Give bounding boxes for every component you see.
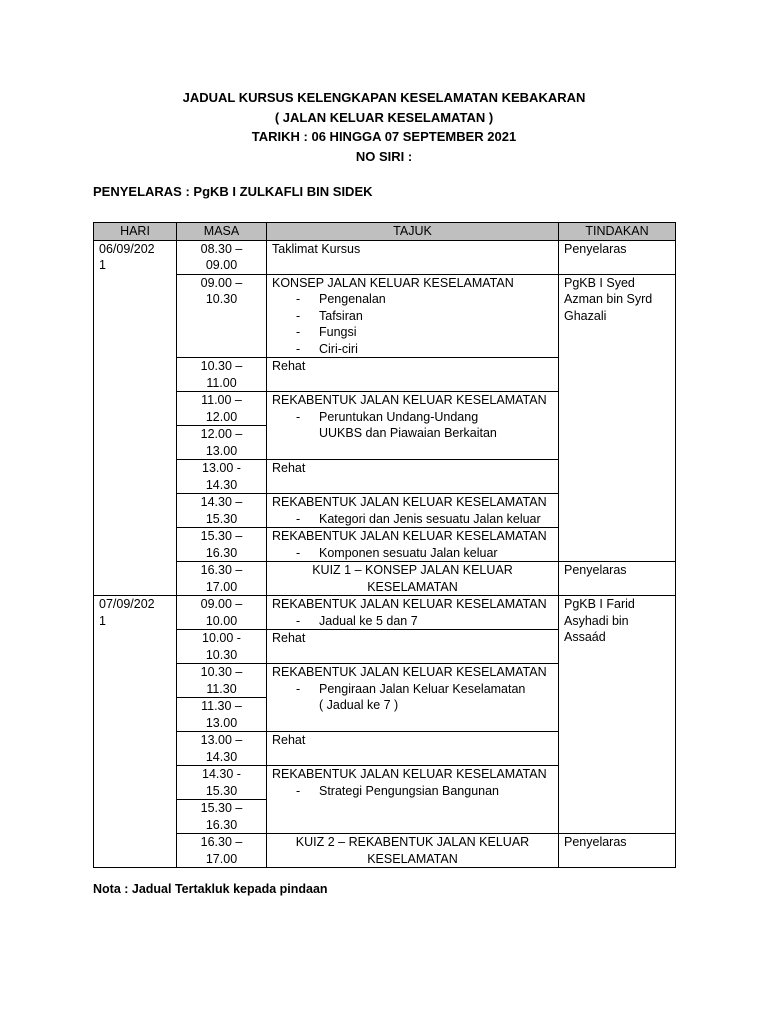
time-cell: 12.00 – 13.00 [177,426,267,460]
topic-cell: REKABENTUK JALAN KELUAR KESELAMATAN - Pengiraan Jalan Keluar Keselamatan ( Jadual ke 7 ) [267,664,559,732]
time-cell: 08.30 – 09.00 [177,240,267,274]
time-cell: 11.00 – 12.00 [177,392,267,426]
table-row [94,274,676,358]
topic-cell: REKABENTUK JALAN KELUAR KESELAMATAN - Strategi Pengungsian Bangunan [267,766,559,834]
title-line-2: ( JALAN KELUAR KESELAMATAN ) [274,109,494,125]
day-cell: 06/09/202 1 [94,240,177,596]
title-line-4: NO SIRI : [355,148,413,164]
table-row [94,562,676,596]
action-cell: PgKB I Farid Asyhadi bin Assaád [559,596,676,834]
time-cell: 10.30 – 11.00 [177,358,267,392]
time-cell: 16.30 – 17.00 [177,834,267,868]
title-line-1: JADUAL KURSUS KELENGKAPAN KESELAMATAN KEBAKARAN [182,90,586,105]
action-cell: PgKB I Syed Azman bin Syrd Ghazali [559,274,676,562]
coordinator-label: PENYELARAS : PgKB I ZULKAFLI BIN SIDEK [93,184,373,199]
topic-cell: Taklimat Kursus [267,240,559,274]
time-cell: 16.30 – 17.00 [177,562,267,596]
footnote: Nota : Jadual Tertakluk kepada pindaan [93,882,328,896]
time-cell: 15.30 – 16.30 [177,528,267,562]
topic-cell: REKABENTUK JALAN KELUAR KESELAMATAN - Peruntukan Undang-Undang UUKBS dan Piawaian Berkaitan [267,392,559,460]
header-masa: MASA [177,223,267,241]
day-cell: 07/09/202 1 [94,596,177,868]
topic-cell: Rehat [267,732,559,766]
time-cell: 14.30 – 15.30 [177,494,267,528]
action-cell: Penyelaras [559,562,676,596]
time-cell: 13.00 - 14.30 [177,460,267,494]
schedule-table [93,222,676,868]
time-cell: 09.00 – 10.00 [177,596,267,630]
table-row [94,596,676,630]
time-cell: 10.30 – 11.30 [177,664,267,698]
topic-cell: Rehat [267,358,559,392]
topic-cell: REKABENTUK JALAN KELUAR KESELAMATAN - Jadual ke 5 dan 7 [267,596,559,630]
topic-cell: KONSEP JALAN KELUAR KESELAMATAN - Pengenalan - Tafsiran - Fungsi - Ciri-ciri [267,274,559,358]
header-tajuk: TAJUK [267,223,559,241]
table-header-row [94,223,676,241]
table-row [94,834,676,868]
header-hari: HARI [94,223,177,241]
action-cell: Penyelaras [559,240,676,274]
time-cell: 09.00 – 10.30 [177,274,267,358]
topic-cell: KUIZ 1 – KONSEP JALAN KELUAR KESELAMATAN [267,562,559,596]
title-line-3: TARIKH : 06 HINGGA 07 SEPTEMBER 2021 [251,129,517,144]
time-cell: 14.30 - 15.30 [177,766,267,800]
topic-cell: KUIZ 2 – REKABENTUK JALAN KELUAR KESELAMATAN [267,834,559,868]
topic-cell: REKABENTUK JALAN KELUAR KESELAMATAN - Komponen sesuatu Jalan keluar [267,528,559,562]
table-row [94,240,676,274]
document-title-block [0,88,768,166]
topic-cell: Rehat [267,630,559,664]
topic-cell: REKABENTUK JALAN KELUAR KESELAMATAN - Kategori dan Jenis sesuatu Jalan keluar [267,494,559,528]
time-cell: 11.30 – 13.00 [177,698,267,732]
time-cell: 15.30 – 16.30 [177,800,267,834]
time-cell: 10.00 - 10.30 [177,630,267,664]
action-cell: Penyelaras [559,834,676,868]
topic-cell: Rehat [267,460,559,494]
time-cell: 13.00 – 14.30 [177,732,267,766]
header-tindakan: TINDAKAN [559,223,676,241]
